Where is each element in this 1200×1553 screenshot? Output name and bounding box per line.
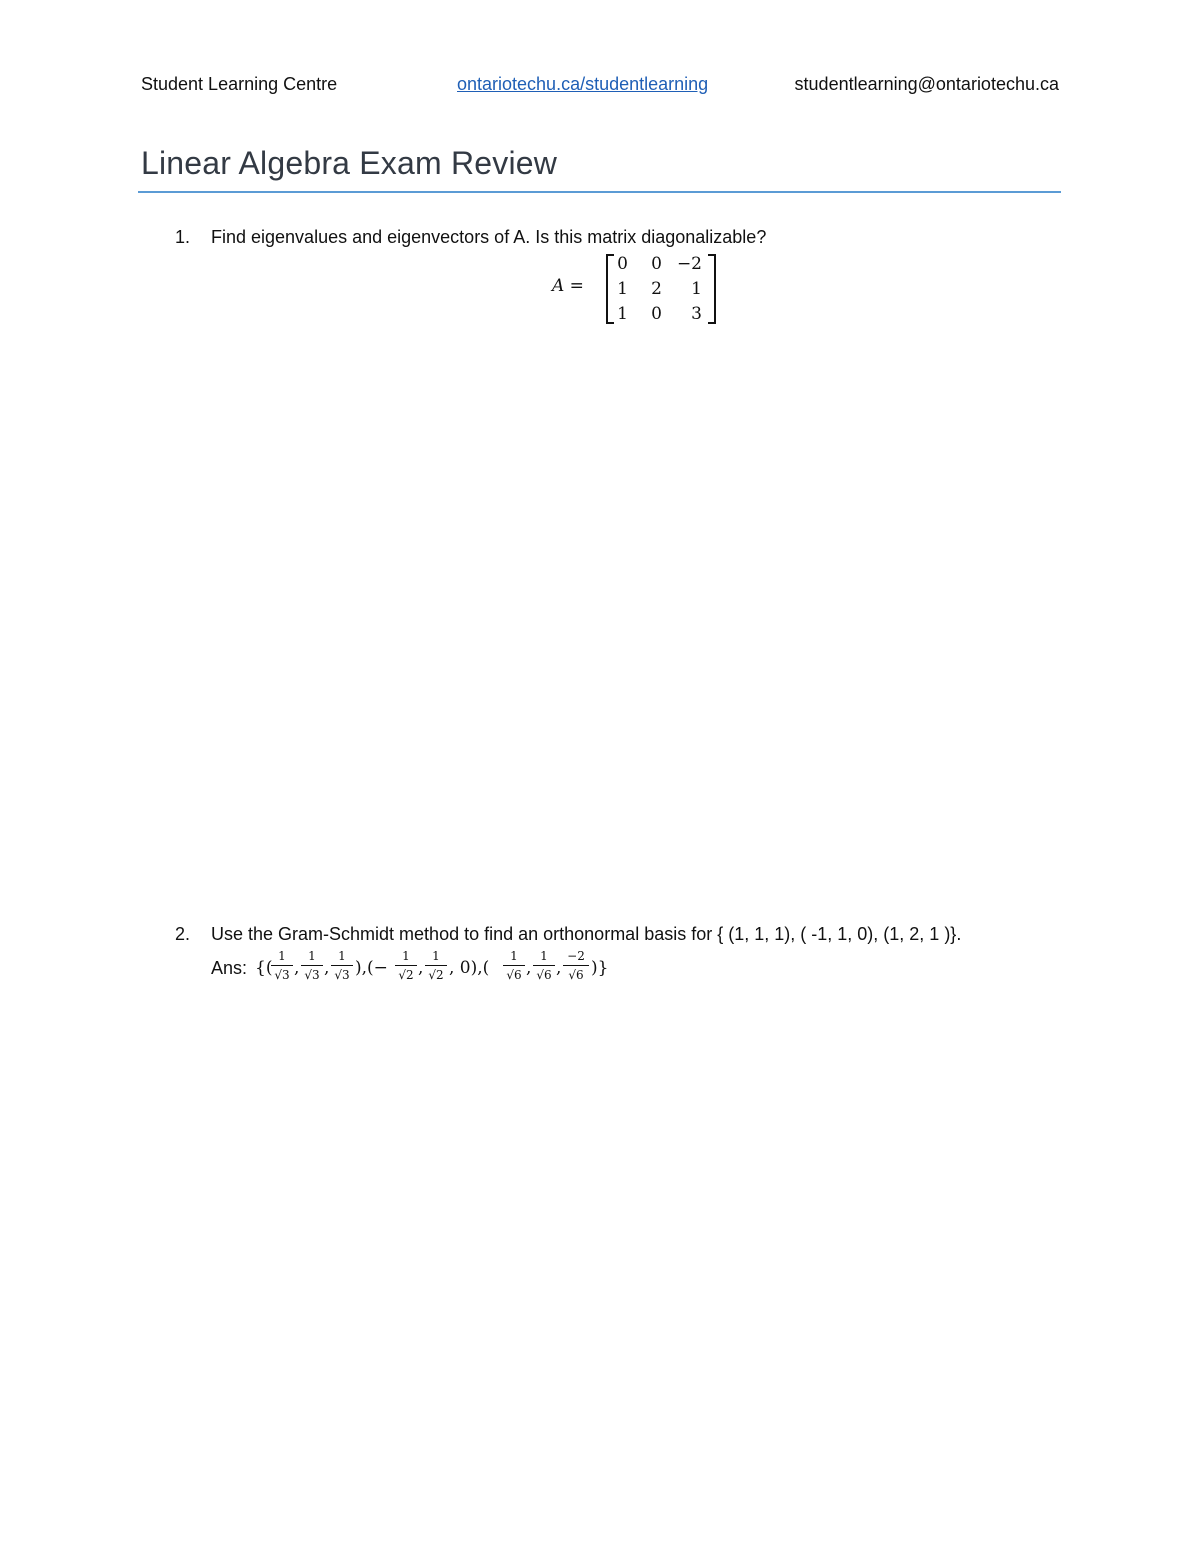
fraction-denominator: √2	[398, 968, 414, 982]
fraction-denominator: √3	[274, 968, 290, 982]
question-number: 1.	[175, 227, 191, 247]
matrix-cell: 0	[651, 254, 662, 274]
answer-token: ,	[294, 958, 300, 978]
question-text: Use the Gram-Schmidt method to find an orthonormal basis for { (1, 1, 1), ( -1, 1, 0), (1, 2, 1 )}.	[211, 924, 962, 944]
answer-fraction	[301, 948, 323, 988]
answer-fraction	[331, 948, 353, 988]
page-header	[141, 74, 1059, 98]
fraction-denominator: √6	[568, 968, 584, 982]
answer-fraction	[563, 948, 589, 988]
answer-label: Ans:	[211, 958, 248, 978]
answer-fraction	[533, 948, 555, 988]
answer-fraction	[395, 948, 417, 988]
fraction-numerator: 1	[395, 948, 417, 966]
answer-token: {(	[255, 958, 273, 978]
answer-fraction	[503, 948, 525, 988]
matrix-cell: 1	[617, 304, 628, 324]
matrix-cell: −2	[676, 254, 702, 274]
answer-fraction	[425, 948, 447, 988]
answer-token: ,	[418, 958, 424, 978]
answer-token: ,	[324, 958, 330, 978]
fraction-denominator: √2	[428, 968, 444, 982]
fraction-numerator: 1	[533, 948, 555, 966]
answer-fraction	[271, 948, 293, 988]
matrix-label: A =	[552, 276, 584, 296]
fraction-numerator: 1	[425, 948, 447, 966]
answer-token: , 0),(	[449, 958, 490, 978]
header-centre-name: Student Learning Centre	[141, 74, 338, 94]
fraction-numerator: −2	[563, 948, 589, 966]
fraction-denominator: √6	[536, 968, 552, 982]
answer-token: ,	[556, 958, 562, 978]
fraction-denominator: √6	[506, 968, 522, 982]
answer-token: ,	[526, 958, 532, 978]
matrix-cell: 3	[691, 304, 702, 324]
matrix-cell: 1	[691, 279, 702, 299]
answer-token: ),(−	[355, 958, 388, 978]
answer-token: )}	[591, 958, 609, 978]
fraction-numerator: 1	[271, 948, 293, 966]
matrix-cell: 0	[617, 254, 628, 274]
title-underline	[138, 191, 1061, 193]
header-website-link[interactable]: ontariotechu.ca/studentlearning	[457, 74, 709, 94]
question-text: Find eigenvalues and eigenvectors of A. Is this matrix diagonalizable?	[211, 227, 767, 247]
fraction-numerator: 1	[301, 948, 323, 966]
fraction-numerator: 1	[503, 948, 525, 966]
page-title: Linear Algebra Exam Review	[141, 145, 558, 181]
matrix-cell: 2	[651, 279, 662, 299]
matrix-cell: 0	[651, 304, 662, 324]
fraction-denominator: √3	[304, 968, 320, 982]
fraction-numerator: 1	[331, 948, 353, 966]
question-number: 2.	[175, 924, 191, 944]
matrix-cell: 1	[617, 279, 628, 299]
fraction-denominator: √3	[334, 968, 350, 982]
header-email: studentlearning@ontariotechu.ca	[794, 74, 1059, 94]
matrix-right-bracket	[708, 254, 716, 324]
